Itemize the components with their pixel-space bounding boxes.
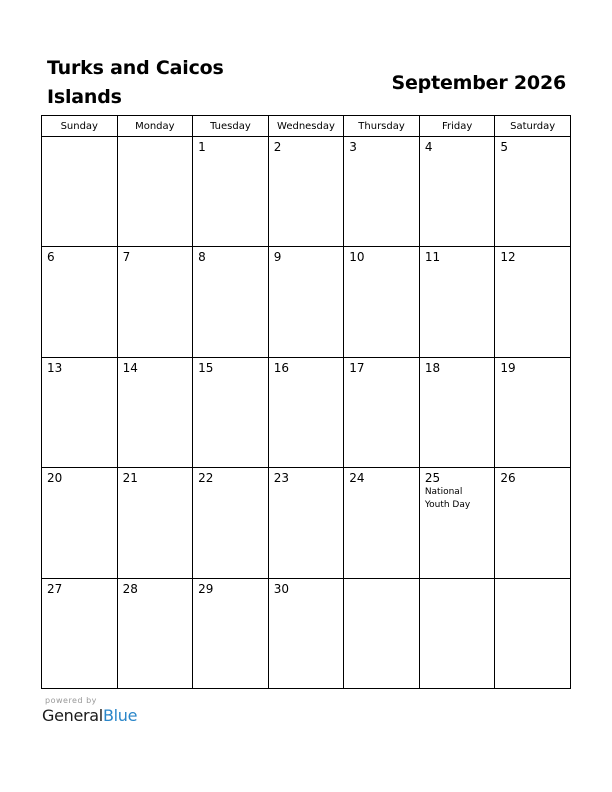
day-cell	[117, 468, 193, 578]
day-cell	[268, 578, 344, 688]
weekday-header-wednesday: Wednesday	[268, 116, 344, 137]
day-cell	[42, 468, 118, 578]
day-number: 1	[198, 140, 206, 154]
weekday-header-saturday: Saturday	[495, 116, 571, 137]
day-number	[344, 579, 419, 582]
day-number: 29	[198, 581, 214, 596]
day-number: 11	[424, 250, 441, 265]
day-number: 28	[122, 581, 138, 596]
day-cell	[268, 137, 344, 247]
day-number: 19	[500, 360, 516, 375]
day-number	[495, 579, 570, 582]
weekday-header-friday: Friday	[419, 116, 495, 137]
day-cell	[268, 357, 344, 467]
holiday-label: National Youth Day	[424, 487, 471, 511]
footer-branding	[42, 696, 137, 726]
brand-blue-text: Blue	[102, 706, 138, 725]
day-cell	[495, 137, 571, 247]
day-number: 3	[349, 140, 357, 154]
day-cell	[495, 357, 571, 467]
generalblue-logo	[42, 706, 137, 726]
day-cell	[117, 137, 193, 247]
day-cell	[344, 578, 420, 688]
day-cell	[193, 137, 269, 247]
day-cell	[193, 578, 269, 688]
day-number: 22	[198, 471, 214, 486]
day-cell	[495, 578, 571, 688]
day-cell	[344, 468, 420, 578]
day-number: 20	[47, 471, 63, 486]
day-cell	[193, 468, 269, 578]
day-number: 18	[424, 360, 441, 375]
day-cell	[419, 357, 495, 467]
day-cell	[193, 247, 269, 357]
day-cell	[268, 468, 344, 578]
day-number: 17	[349, 360, 365, 375]
day-number: 26	[500, 471, 516, 486]
day-number: 8	[198, 250, 206, 265]
day-cell	[344, 247, 420, 357]
day-number: 5	[500, 140, 509, 154]
day-number: 2	[273, 140, 282, 154]
calendar-week-row	[42, 468, 571, 578]
day-cell	[495, 247, 571, 357]
day-cell	[117, 578, 193, 688]
weekday-header-tuesday: Tuesday	[193, 116, 269, 137]
month-year-title: September 2026	[391, 72, 566, 94]
calendar-week-row	[42, 578, 571, 688]
day-number: 13	[47, 360, 63, 375]
calendar-week-row	[42, 357, 571, 467]
day-number: 10	[349, 250, 365, 265]
day-number	[420, 579, 495, 582]
weekday-header-sunday: Sunday	[42, 116, 118, 137]
brand-general-text: General	[42, 706, 103, 725]
calendar-header	[41, 54, 571, 114]
day-cell	[42, 357, 118, 467]
weekday-header-thursday: Thursday	[344, 116, 420, 137]
day-number: 27	[47, 581, 63, 596]
day-number: 24	[349, 471, 365, 486]
country-title: Turks and Caicos Islands	[47, 57, 224, 108]
calendar-body	[42, 137, 571, 689]
day-number: 6	[47, 250, 55, 265]
day-cell	[495, 468, 571, 578]
day-cell	[419, 468, 495, 578]
day-cell	[419, 247, 495, 357]
day-cell	[268, 247, 344, 357]
day-number: 15	[198, 360, 214, 375]
day-number: 25	[424, 471, 441, 486]
day-number: 21	[122, 471, 138, 486]
day-cell	[419, 137, 495, 247]
day-number: 14	[122, 360, 138, 375]
calendar-week-row	[42, 137, 571, 247]
day-cell	[193, 357, 269, 467]
calendar-week-row	[42, 247, 571, 357]
day-cell	[117, 247, 193, 357]
day-number: 12	[500, 250, 516, 265]
powered-by-label: powered by	[45, 696, 97, 705]
day-cell	[117, 357, 193, 467]
day-number: 7	[122, 250, 131, 265]
day-number	[118, 137, 193, 140]
day-number	[42, 137, 117, 140]
day-number: 9	[273, 250, 282, 265]
weekday-header-monday: Monday	[117, 116, 193, 137]
day-cell	[42, 578, 118, 688]
day-cell	[42, 137, 118, 247]
day-cell	[344, 357, 420, 467]
day-number: 30	[273, 581, 289, 596]
day-cell	[344, 137, 420, 247]
day-cell	[419, 578, 495, 688]
weekday-header-row	[42, 116, 571, 137]
day-number: 16	[273, 360, 289, 375]
day-number: 23	[273, 471, 289, 486]
calendar-grid	[41, 115, 571, 689]
day-cell	[42, 247, 118, 357]
day-number: 4	[424, 140, 433, 154]
